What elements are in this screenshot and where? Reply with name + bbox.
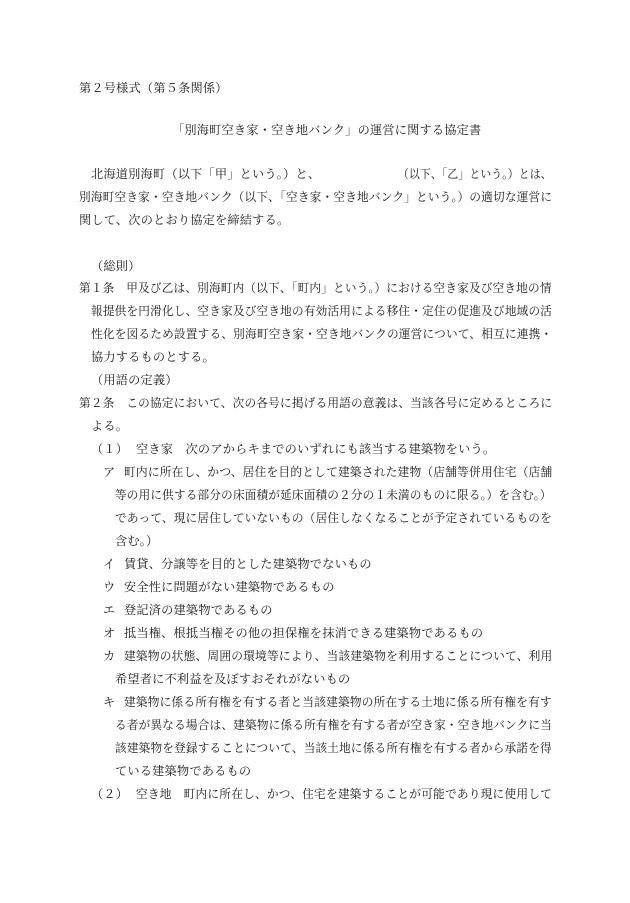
sub-e-line-1: 登記済の建築物であるもの	[124, 603, 273, 617]
form-label: 第２号様式（第５条関係）	[79, 81, 228, 95]
sub-u-line-1: 安全性に問題がない建築物であるもの	[124, 580, 335, 594]
sub-i-mark: イ	[103, 557, 116, 571]
sub-i-line-1: 賃貸、分譲等を目的とした建築物でないもの	[124, 557, 372, 571]
article-1-line-1: 第１条 甲及び乙は、別海町内（以下、「町内」という。）における空き家及び空き地の情	[79, 281, 552, 295]
item-2-number: （２）	[91, 787, 129, 801]
item-1-text: 空き家 次のアからキまでのいずれにも該当する建築物をいう。	[136, 442, 496, 456]
sub-u-mark: ウ	[103, 580, 116, 594]
article-1-line-3: 性化を図るため設置する、別海町空き家・空き地バンクの運営について、相互に連携・	[91, 327, 553, 341]
article-2-line-1: 第２条 この協定において、次の各号に掲げる用語の意義は、当該各号に定めるところに	[79, 396, 553, 410]
sub-ka-line-1: 建築物の状態、周囲の環境等により、当該建築物を利用することについて、利用	[124, 649, 553, 663]
sub-ki-mark: キ	[103, 695, 116, 709]
sub-a-line-4: 含む。）	[115, 534, 159, 548]
sub-e-mark: エ	[103, 603, 116, 617]
sub-ka-mark: カ	[103, 649, 116, 663]
sub-o-mark: オ	[103, 626, 116, 640]
sub-ki-line-4: ている建築物であるもの	[115, 764, 252, 778]
sub-ka-line-2: 希望者に不利益を及ぼすおそれがないもの	[115, 672, 351, 686]
article-2-heading: （用語の定義）	[91, 373, 178, 387]
article-1-line-4: 協力するものとする。	[91, 350, 215, 364]
item-2-text: 空き地 町内に所在し、かつ、住宅を建築することが可能であり現に使用して	[136, 787, 553, 801]
preamble-line-1a: 北海道別海町（以下「甲」という。）と、	[91, 167, 321, 181]
sub-a-line-2: 等の用に供する部分の床面積が延床面積の２分の１未満のものに限る。）を含む。）	[115, 488, 552, 502]
article-1-line-2: 報提供を円滑化し、空き家及び空き地の有効活用による移住・定住の促進及び地域の活	[91, 304, 553, 318]
preamble-line-3: 関して、次のとおり協定を締結する。	[79, 213, 290, 227]
sub-ki-line-3: 該建築物を登録することについて、当該土地に係る所有権を有する者から承諾を得	[115, 741, 552, 755]
sub-ki-line-1: 建築物に係る所有権を有する者と当該建築物の所在する土地に係る所有権を有す	[124, 695, 552, 709]
sub-o-line-1: 抵当権、根抵当権その他の担保権を抹消できる建築物であるもの	[124, 626, 484, 640]
sub-a-line-1: 町内に所在し、かつ、居住を目的として建築された建物（店舗等併用住宅（店舗	[124, 465, 553, 479]
sub-a-line-3: であって、現に居住していないもの（居住しなくなることが予定されているものを	[115, 511, 552, 525]
sub-a-mark: ア	[103, 465, 116, 479]
preamble-line-2: 別海町空き家・空き地バンク（以下、「空き家・空き地バンク」という。）の適切な運営に	[79, 190, 553, 204]
article-2-line-2: よる。	[91, 419, 129, 433]
item-1-number: （１）	[91, 442, 129, 456]
document-title: 「別海町空き家・空き地バンク」の運営に関する協定書	[172, 123, 482, 137]
preamble-line-1b: （以下、「乙」という。）とは、	[398, 167, 552, 181]
sub-ki-line-2: る者が異なる場合は、建築物に係る所有権を有する者が空き家・空き地バンクに当	[115, 718, 553, 732]
article-1-heading: （総則）	[91, 259, 141, 273]
